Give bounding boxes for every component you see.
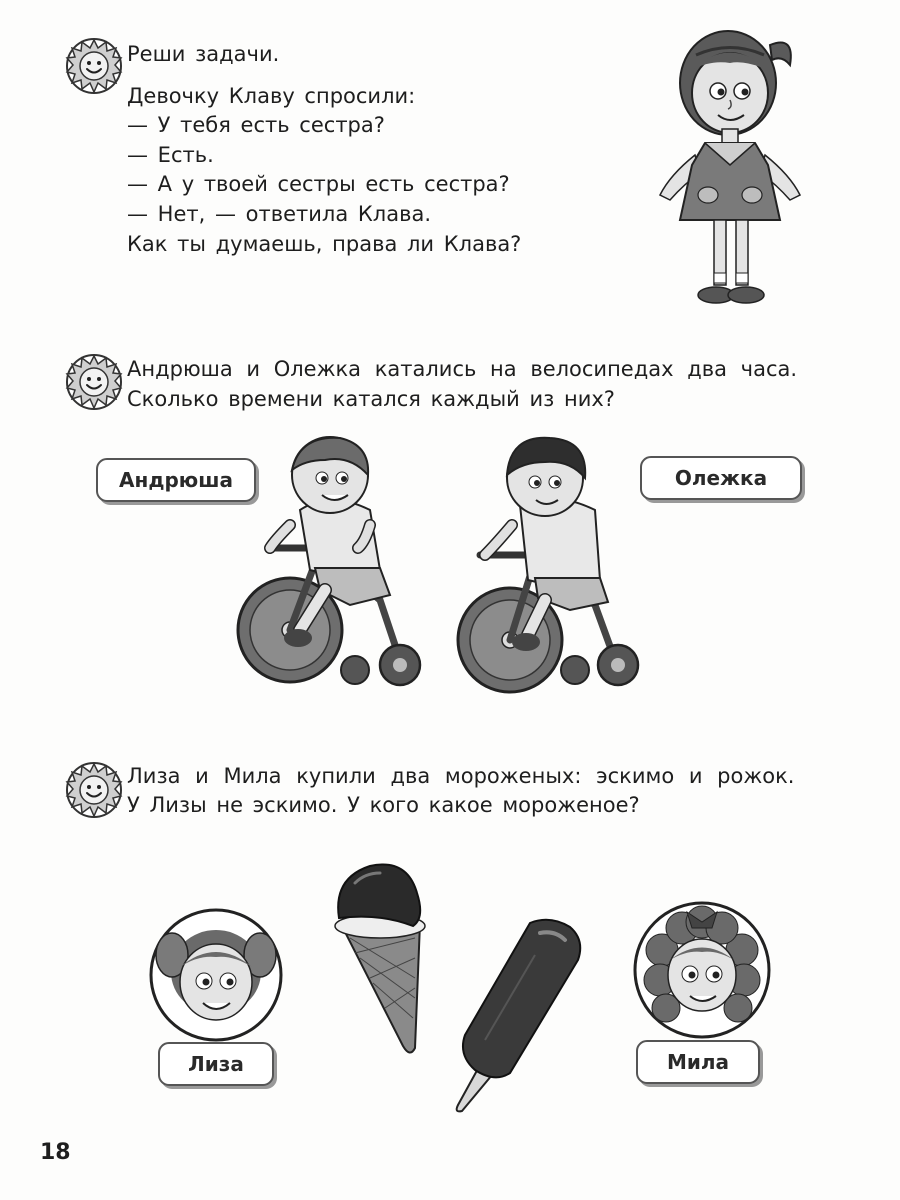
task3-line: Лиза и Мила купили два мороженых: эскимо и рожок. <box>127 764 795 788</box>
name-label-olezhka: Олежка <box>640 456 802 500</box>
task3-line: У Лизы не эскимо. У кого какое мороженое? <box>127 793 640 817</box>
task1-line: — Есть. <box>127 143 214 167</box>
smiling-sun-icon <box>64 36 124 96</box>
name-label-mila: Мила <box>636 1040 760 1084</box>
task1-heading: Реши задачи. <box>127 42 280 66</box>
task1-line: Как ты думаешь, права ли Клава? <box>127 232 522 256</box>
eskimo-popsicle-illustration <box>440 915 590 1115</box>
task1-line: — У тебя есть сестра? <box>127 113 385 137</box>
task2-line: Сколько времени катался каждый из них? <box>127 387 615 411</box>
smiling-sun-icon <box>64 352 124 412</box>
task1-line: Девочку Клаву спросили: <box>127 84 416 108</box>
girl-portrait-liza <box>148 907 284 1043</box>
task1-line: — Нет, — ответила Клава. <box>127 202 431 226</box>
ice-cream-cone-illustration <box>325 858 440 1058</box>
smiling-sun-icon <box>64 760 124 820</box>
name-label-andryusha: Андрюша <box>96 458 256 502</box>
page-number: 18 <box>40 1140 71 1165</box>
task2-line: Андрюша и Олежка катались на велосипедах два часа. <box>127 357 798 381</box>
name-label-liza: Лиза <box>158 1042 274 1086</box>
girl-illustration <box>650 15 820 310</box>
boy-on-tricycle-illustration <box>230 430 450 715</box>
task1-line: — А у твоей сестры есть сестра? <box>127 172 510 196</box>
boy-on-tricycle-illustration <box>450 430 660 715</box>
girl-portrait-mila <box>632 900 772 1040</box>
